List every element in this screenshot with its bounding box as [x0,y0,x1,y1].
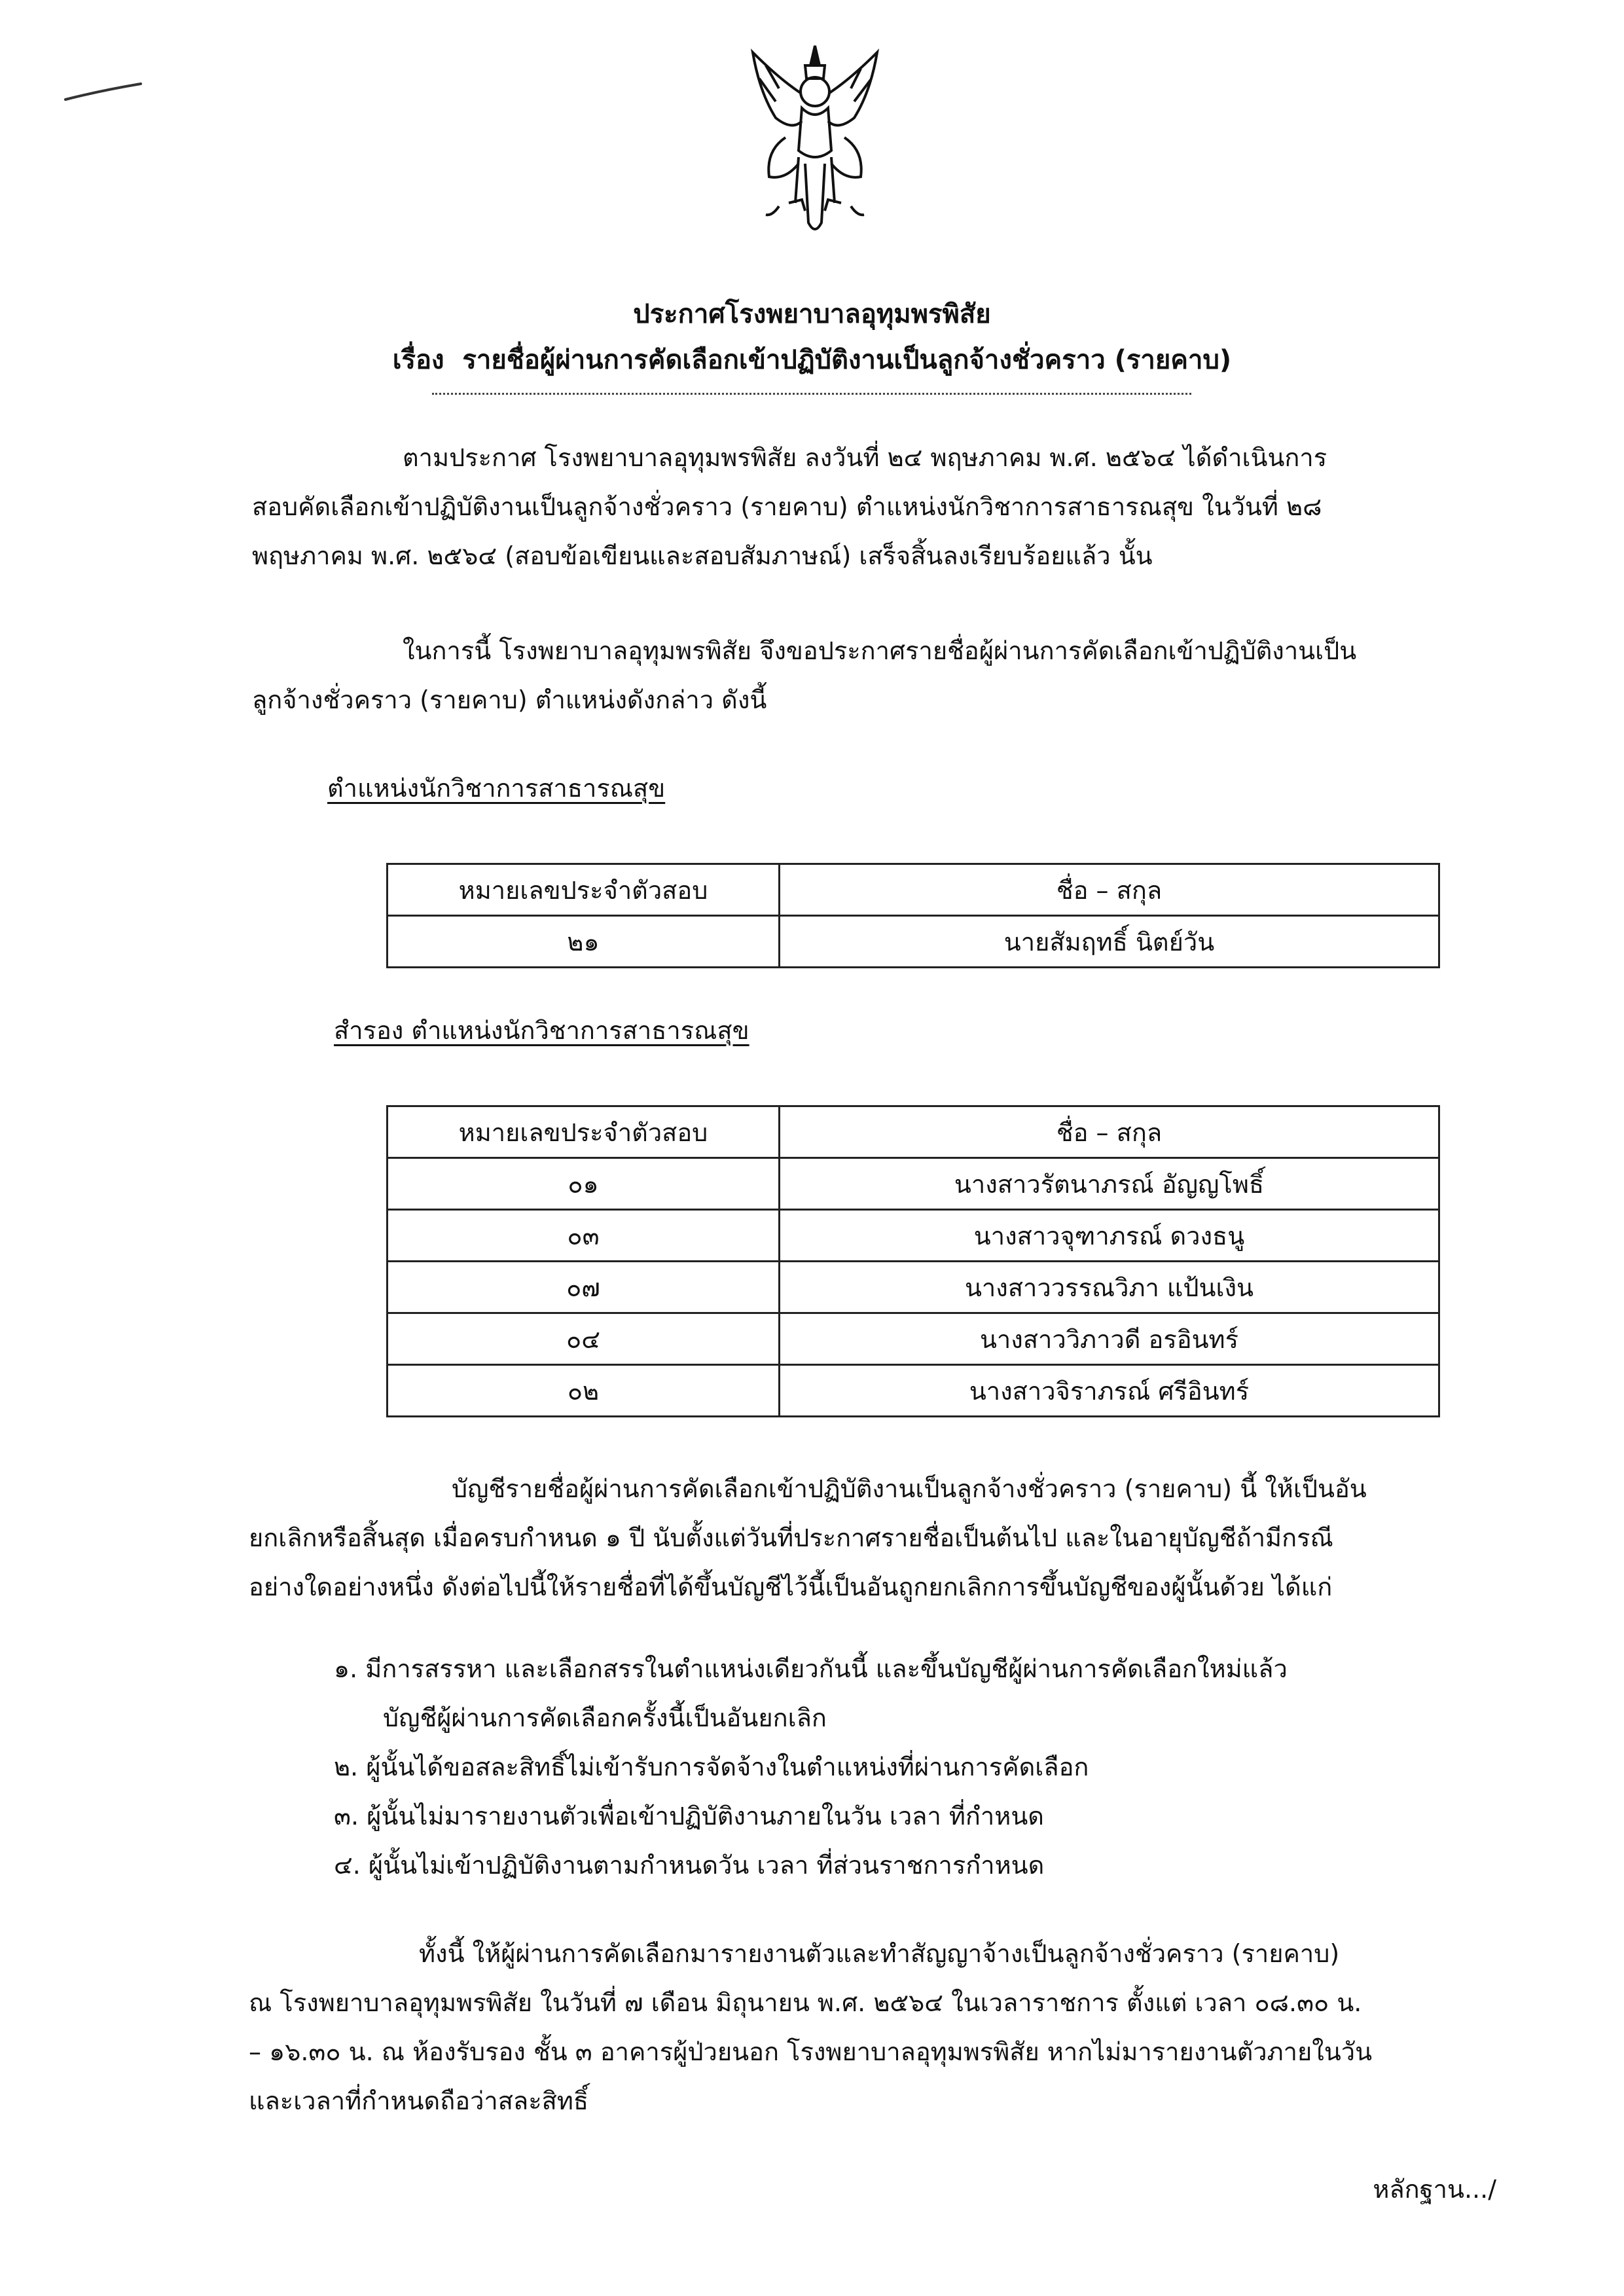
document-title: ประกาศโรงพยาบาลอุทุมพรพิสัย [633,299,991,329]
intro-line-1: ตามประกาศ โรงพยาบาลอุทุมพรพิสัย ลงวันที่ ๒๔ พฤษภาคม พ.ศ. ๒๕๖๔ ได้ดำเนินการ [403,443,1327,472]
announce-line-2: ลูกจ้างชั่วคราว (รายคาบ) ตำแหน่งดังกล่าว ดังนี้ [252,685,767,714]
table-row [388,916,1439,968]
subject-line [0,347,1624,373]
table-row [388,1313,1439,1365]
validity-line-1: บัญชีรายชื่อผู้ผ่านการคัดเลือกเข้าปฏิบัติงานเป็นลูกจ้างชั่วคราว (รายคาบ) นี้ ให้เป็นอัน [452,1474,1367,1503]
intro-line-2: สอบคัดเลือกเข้าปฏิบัติงานเป็นลูกจ้างชั่วคราว (รายคาบ) ตำแหน่งนักวิชาการสาธารณสุข ในวันที่ ๒๘ [252,492,1322,521]
exam-id-cell: ๐๓ [388,1210,780,1262]
condition-4: ๔. ผู้นั้นไม่เข้าปฏิบัติงานตามกำหนดวัน เวลา ที่ส่วนราชการกำหนด [334,1851,1045,1880]
subject-label: เรื่อง [392,345,444,375]
table-row [388,1262,1439,1313]
garuda-emblem-icon [740,39,890,242]
announce-line-1: ในการนี้ โรงพยาบาลอุทุมพรพิสัย จึงขอประกาศรายชื่อผู้ผ่านการคัดเลือกเข้าปฏิบัติงานเป็น [403,636,1357,665]
closing-line-4: และเวลาที่กำหนดถือว่าสละสิทธิ์ [249,2086,589,2115]
continuation-marker: หลักฐาน.../ [1373,2175,1496,2204]
pen-mark [62,79,147,105]
name-cell: นางสาววิภาวดี อรอินทร์ [779,1313,1439,1365]
condition-1-line-1: ๑. มีการสรรหา และเลือกสรรในตำแหน่งเดียวกันนี้ และขึ้นบัญชีผู้ผ่านการคัดเลือกใหม่แล้ว [334,1654,1288,1683]
validity-line-3: อย่างใดอย่างหนึ่ง ดังต่อไปนี้ให้รายชื่อที่ได้ขึ้นบัญชีไว้นี้เป็นอันถูกยกเลิกการขึ้นบัญชีของผู้นั้นด้วย ได้แก่ [249,1573,1333,1601]
exam-id-cell: ๐๗ [388,1262,780,1313]
validity-line-2: ยกเลิกหรือสิ้นสุด เมื่อครบกำหนด ๑ ปี นับตั้งแต่วันที่ประกาศรายชื่อเป็นต้นไป และในอายุบัญชีถ้ามีกรณี [249,1523,1333,1552]
intro-line-3: พฤษภาคม พ.ศ. ๒๕๖๔ (สอบข้อเขียนและสอบสัมภาษณ์) เสร็จสิ้นลงเรียบร้อยแล้ว นั้น [252,541,1153,570]
title-dotted-divider [432,393,1191,395]
section-2-table [386,1105,1440,1417]
name-cell: นางสาวรัตนาภรณ์ อัญญโพธิ์ [779,1158,1439,1210]
table-row [388,1365,1439,1417]
name-cell: นางสาววรรณวิภา แป้นเงิน [779,1262,1439,1313]
table-row [388,1158,1439,1210]
exam-id-cell: ๐๔ [388,1313,780,1365]
column-header-name: ชื่อ – สกุล [780,864,1439,916]
name-cell: นางสาวจุฑาภรณ์ ดวงธนู [779,1210,1439,1262]
column-header-name: ชื่อ – สกุล [779,1106,1439,1158]
section-2-heading: สำรอง ตำแหน่งนักวิชาการสาธารณสุข [334,1016,749,1045]
section-1-table [386,863,1440,968]
subject-text: รายชื่อผู้ผ่านการคัดเลือกเข้าปฏิบัติงานเป็นลูกจ้างชั่วคราว (รายคาบ) [462,345,1232,375]
closing-line-2: ณ โรงพยาบาลอุทุมพรพิสัย ในวันที่ ๗ เดือน มิถุนายน พ.ศ. ๒๕๖๔ ในเวลาราชการ ตั้งแต่ เวลา ๐๘.๓๐ น. [249,1988,1362,2017]
exam-id-cell: ๐๑ [388,1158,780,1210]
condition-2: ๒. ผู้นั้นได้ขอสละสิทธิ์ไม่เข้ารับการจัดจ้างในตำแหน่งที่ผ่านการคัดเลือก [334,1753,1089,1781]
condition-1-line-2: บัญชีผู้ผ่านการคัดเลือกครั้งนี้เป็นอันยกเลิก [383,1704,827,1732]
table-header-row [388,864,1439,916]
name-cell: นายสัมฤทธิ์ นิตย์วัน [780,916,1439,968]
table-header-row [388,1106,1439,1158]
exam-id-cell: ๐๒ [388,1365,780,1417]
condition-3: ๓. ผู้นั้นไม่มารายงานตัวเพื่อเข้าปฏิบัติงานภายในวัน เวลา ที่กำหนด [334,1802,1044,1831]
column-header-exam-id: หมายเลขประจำตัวสอบ [388,864,780,916]
exam-id-cell: ๒๑ [388,916,780,968]
closing-line-1: ทั้งนี้ ให้ผู้ผ่านการคัดเลือกมารายงานตัวและทำสัญญาจ้างเป็นลูกจ้างชั่วคราว (รายคาบ) [419,1939,1340,1968]
closing-line-3: – ๑๖.๓๐ น. ณ ห้องรับรอง ชั้น ๓ อาคารผู้ป่วยนอก โรงพยาบาลอุทุมพรพิสัย หากไม่มารายงานตัวภายในวัน [249,2037,1373,2066]
section-1-heading: ตำแหน่งนักวิชาการสาธารณสุข [327,774,666,803]
table-row [388,1210,1439,1262]
name-cell: นางสาวจิราภรณ์ ศรีอินทร์ [779,1365,1439,1417]
column-header-exam-id: หมายเลขประจำตัวสอบ [388,1106,780,1158]
